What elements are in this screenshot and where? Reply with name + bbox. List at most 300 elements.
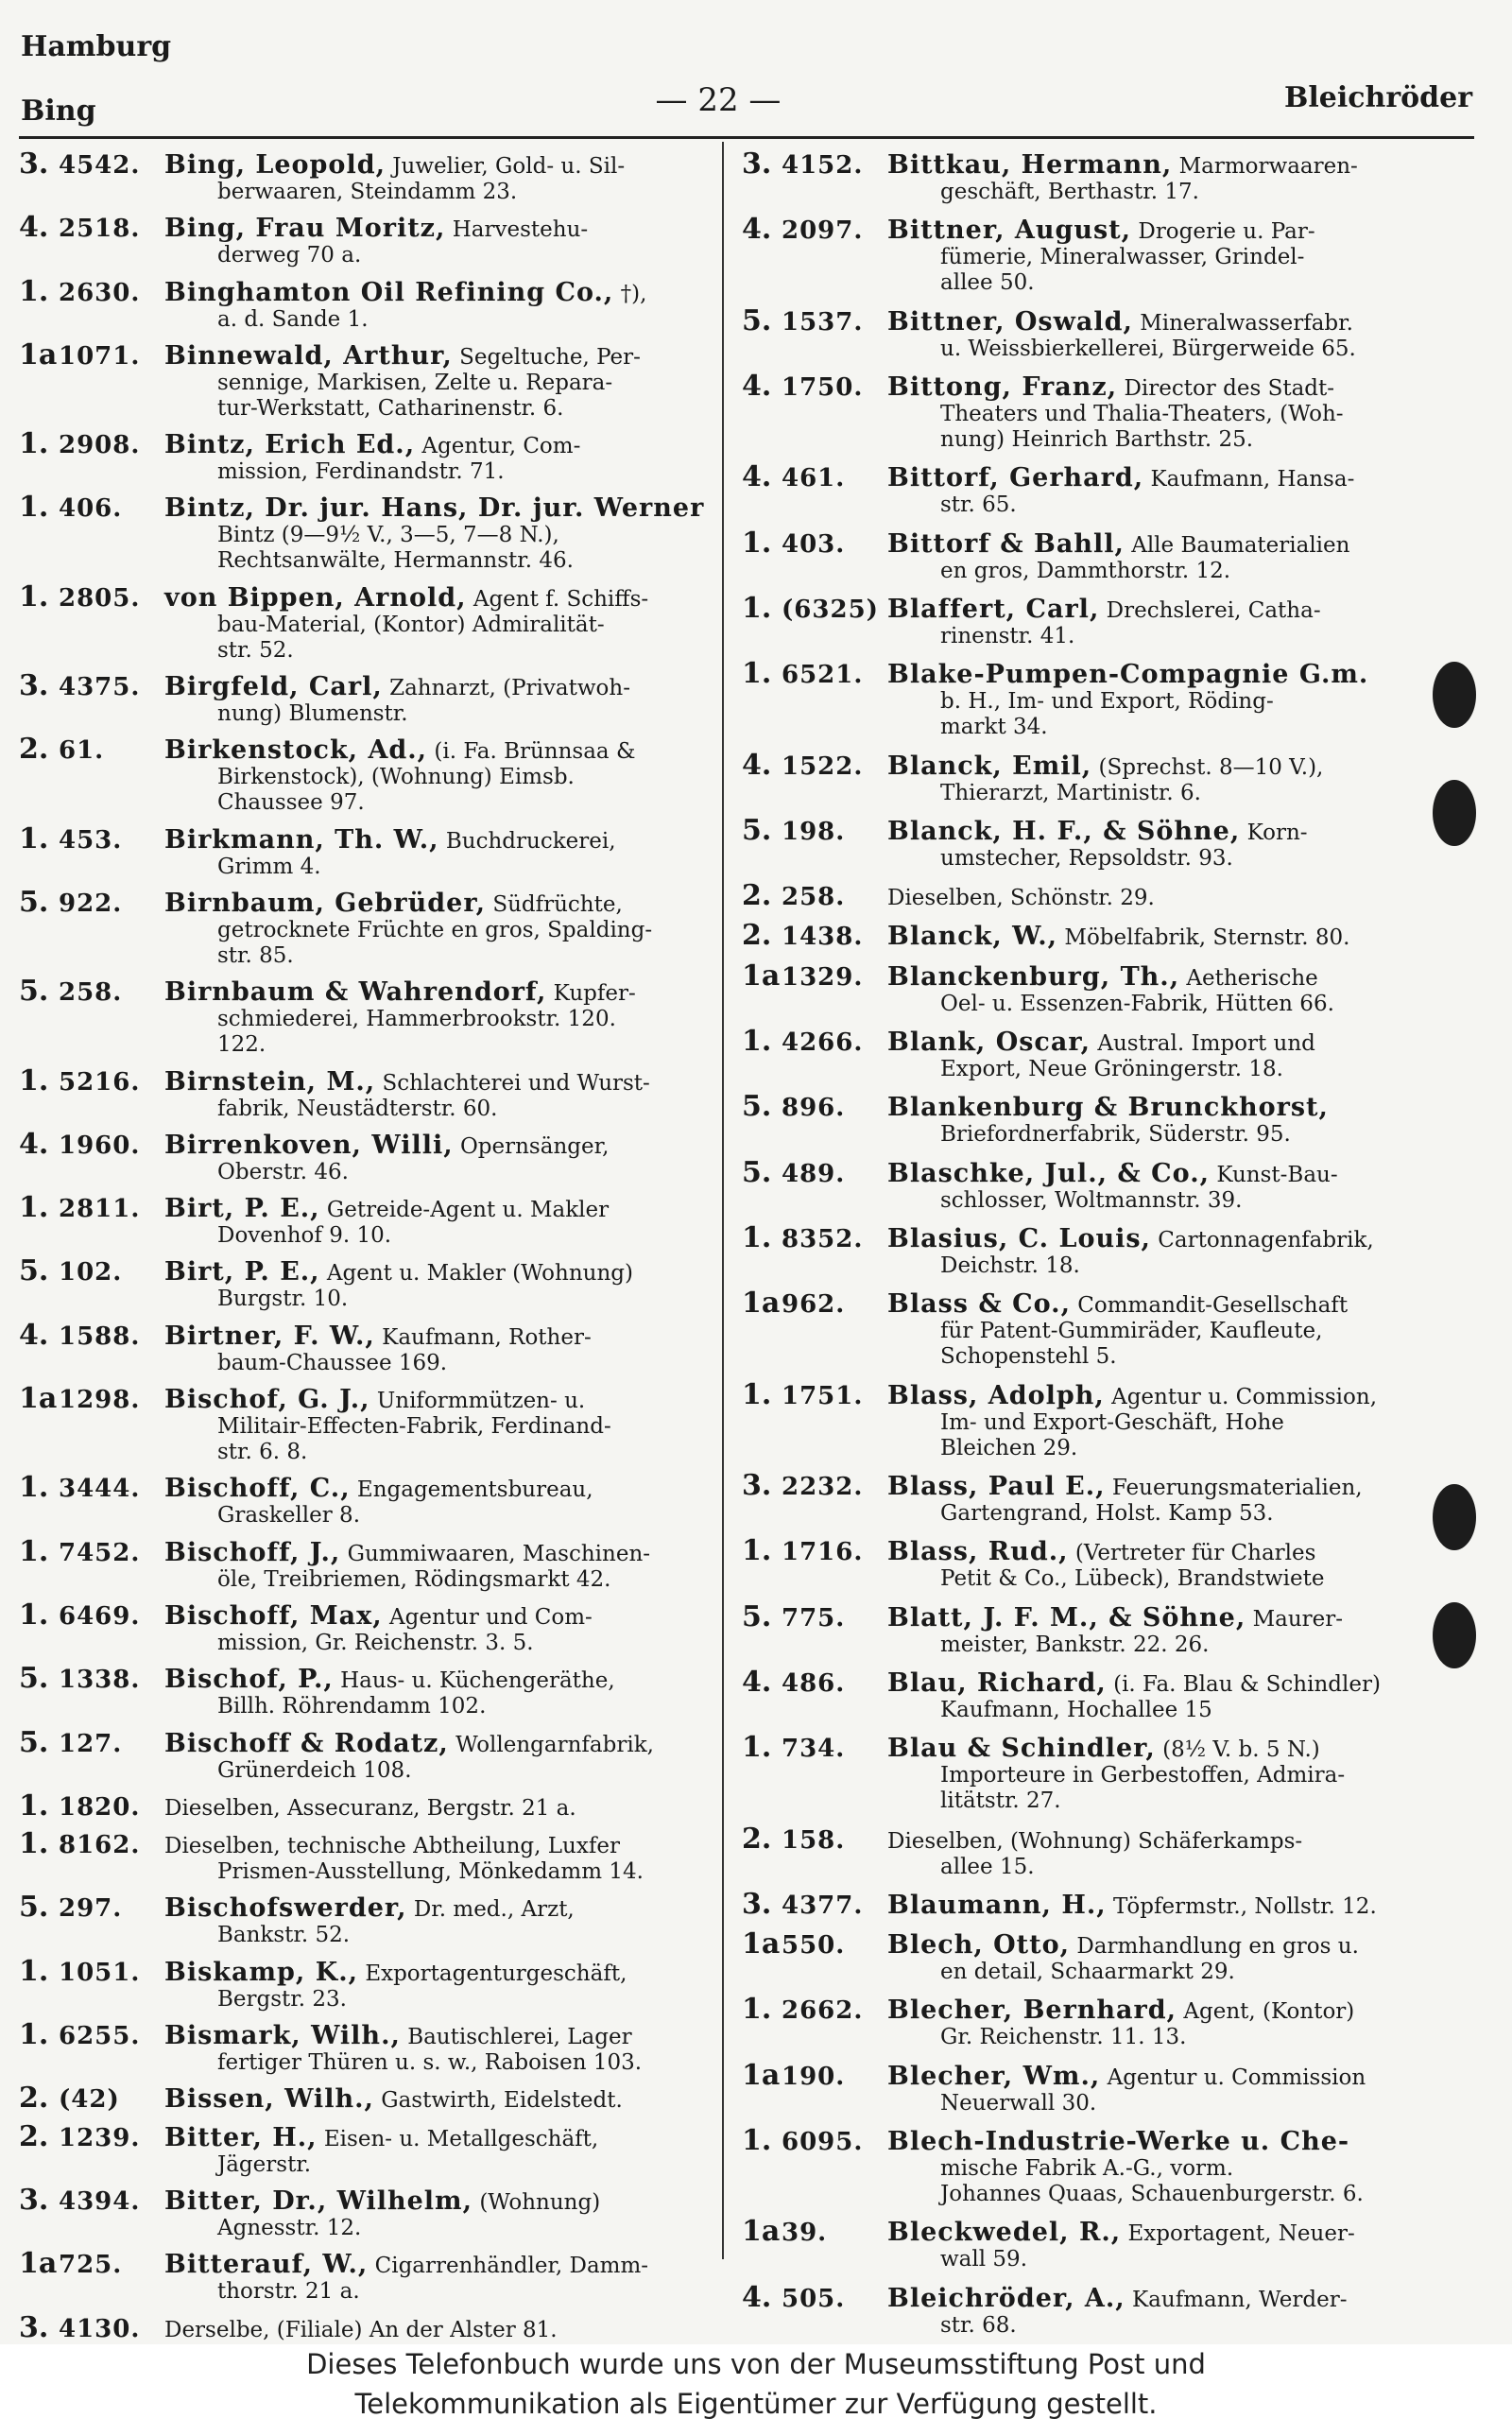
entry-continuation-line: en gros, Dammthorstr. 12. (940, 558, 1231, 583)
subscriber-name: Bismark, Wilh., (164, 2022, 401, 2051)
directory-entry (19, 279, 732, 333)
entry-continuation-line: Schopenstehl 5. (940, 1344, 1117, 1370)
entry-continuation-line: bau-Material, (Kontor) Admiralität- (217, 612, 605, 637)
entry-first-line (19, 1386, 732, 1414)
directory-entry (19, 2187, 732, 2241)
entry-first-line (19, 2124, 732, 2152)
subscriber-name: Bischofswerder, (164, 1894, 407, 1924)
entry-first-line (742, 661, 1460, 689)
subscriber-name: Blankenburg & Brunckhorst, (887, 1094, 1329, 1123)
subscriber-name: Birnbaum, Gebrüder, (164, 889, 486, 918)
subscriber-detail: Harvestehu- (452, 217, 589, 243)
phone-number: 258. (782, 883, 846, 912)
subscriber-name: Bittkau, Hermann, (887, 151, 1173, 180)
entry-continuation-line: Oel- u. Essenzen-Fabrik, Hütten 66. (940, 991, 1334, 1016)
exchange-district: 5. (19, 1729, 49, 1758)
subscriber-name: Blank, Oscar, (887, 1028, 1091, 1058)
phone-number: 1960. (59, 1131, 141, 1160)
entry-first-line (742, 1382, 1460, 1410)
entry-first-line (19, 978, 732, 1007)
directory-entry (742, 1735, 1460, 1814)
entry-continuation-line: öle, Treibriemen, Rödingsmarkt 42. (217, 1566, 611, 1592)
entry-continuation-line: en detail, Schaarmarkt 29. (940, 1960, 1235, 1985)
subscriber-detail: Dieselben, Schönstr. 29. (887, 886, 1155, 911)
directory-entry (19, 2251, 732, 2305)
entry-continuation-line: Chaussee 97. (217, 790, 365, 816)
entry-continuation-line: Petit & Co., Lübeck), Brandstwiete (940, 1566, 1325, 1592)
entry-first-line (19, 2315, 732, 2343)
entry-first-line (19, 1068, 732, 1097)
phone-number: 725. (59, 2251, 123, 2280)
directory-entry (742, 1382, 1460, 1461)
entry-first-line (19, 673, 732, 701)
subscriber-name: Blech-Industrie-Werke u. Che- (887, 2128, 1350, 2157)
entry-first-line (742, 883, 1460, 911)
entry-continuation-line: thorstr. 21 a. (217, 2279, 360, 2305)
entry-continuation-line: mission, Ferdinandstr. 71. (217, 459, 505, 485)
exchange-district: 4. (19, 215, 49, 244)
subscriber-detail: Wollengarnfabrik, (455, 1732, 654, 1757)
entry-continuation-line: Jägerstr. (217, 2151, 312, 2177)
entry-continuation-line: schmiederei, Hammerbrookstr. 120. (217, 1007, 616, 1032)
directory-entry (19, 1666, 732, 1719)
phone-number: 486. (782, 1668, 846, 1698)
directory-entry (742, 883, 1460, 911)
subscriber-name: Bissen, Wilh., (164, 2085, 374, 2115)
phone-number: 1051. (59, 1958, 141, 1987)
subscriber-detail: Bautischlerei, Lager (407, 2025, 632, 2050)
entry-continuation-line: Deichstr. 18. (940, 1253, 1080, 1278)
phone-number: 297. (59, 1894, 123, 1924)
entry-first-line (742, 596, 1460, 624)
entry-first-line (742, 464, 1460, 492)
subscriber-detail: Gastwirth, Eidelstedt. (381, 2088, 623, 2114)
phone-number: 6255. (59, 2022, 141, 2051)
footer-notice (0, 2344, 1512, 2436)
entry-continuation-line: u. Weissbierkellerei, Bürgerweide 65. (940, 336, 1356, 361)
entry-continuation-line: Im- und Export-Geschäft, Hohe (940, 1409, 1284, 1435)
entry-continuation-line: tur-Werkstatt, Catharinenstr. 6. (217, 395, 564, 421)
directory-entry (19, 1322, 732, 1376)
subscriber-name: Blaschke, Jul., & Co., (887, 1159, 1210, 1188)
entry-first-line (742, 818, 1460, 846)
subscriber-name: Bintz, Dr. jur. Hans, Dr. jur. Werner (164, 494, 705, 524)
subscriber-name: Blanck, W., (887, 923, 1058, 952)
subscriber-detail: Töpfermstr., Nollstr. 12. (1112, 1893, 1377, 1919)
subscriber-name: Blake-Pumpen-Compagnie G.m. (887, 661, 1369, 690)
phone-number: 39. (782, 2219, 828, 2248)
entry-continuation-line: rinenstr. 41. (940, 623, 1075, 648)
exchange-district: 1a (742, 1931, 781, 1961)
directory-entry (19, 342, 732, 422)
subscriber-name: von Bippen, Arnold, (164, 583, 467, 613)
phone-number: 6095. (782, 2128, 864, 2157)
entry-first-line (742, 308, 1460, 337)
subscriber-detail: Südfrüchte, (492, 891, 623, 917)
entry-first-line (742, 1538, 1460, 1566)
entry-first-line (19, 1602, 732, 1631)
subscriber-name: Binghamton Oil Refining Co., (164, 278, 614, 307)
subscriber-name: Blecher, Bernhard, (887, 1996, 1177, 2026)
subscriber-name: Birkmann, Th. W., (164, 825, 439, 855)
subscriber-name: Bischof, P., (164, 1666, 334, 1695)
entry-continuation-line: Theaters und Thalia-Theaters, (Woh- (940, 401, 1344, 426)
header-city: Hamburg (21, 30, 172, 63)
exchange-district: 1. (742, 529, 772, 559)
exchange-district: 5. (742, 307, 772, 337)
exchange-district: 1a (742, 2062, 781, 2091)
directory-entry (19, 890, 732, 969)
entry-first-line (19, 1195, 732, 1223)
entry-continuation-line: baum-Chaussee 169. (217, 1350, 448, 1375)
directory-entry (742, 1538, 1460, 1592)
entry-continuation-line: Grünerdeich 108. (217, 1757, 412, 1783)
exchange-district: 1. (19, 1958, 49, 1987)
directory-entry (742, 1290, 1460, 1370)
entry-continuation-line: schlosser, Woltmannstr. 39. (940, 1187, 1243, 1213)
subscriber-detail: Gummiwaaren, Maschinen- (347, 1541, 651, 1566)
phone-number: 734. (782, 1735, 846, 1764)
entry-continuation-line: 122. (217, 1032, 266, 1058)
phone-number: 1750. (782, 372, 864, 402)
entry-continuation-line: Importeure in Gerbestoffen, Admira- (940, 1763, 1346, 1788)
subscriber-detail: Cartonnagenfabrik, (1158, 1228, 1374, 1253)
exchange-district: 5. (19, 1666, 49, 1695)
phone-number: 406. (59, 494, 123, 524)
exchange-district: 4. (742, 752, 772, 781)
subscriber-detail: Agentur u. Commission, (1111, 1384, 1378, 1409)
entry-first-line (19, 1894, 732, 1923)
subscriber-detail: Drogerie u. Par- (1138, 219, 1315, 245)
exchange-district: 1. (19, 1538, 49, 1567)
phone-number: 102. (59, 1258, 123, 1287)
exchange-district: 1. (742, 1028, 772, 1058)
entry-first-line (742, 752, 1460, 781)
entry-first-line (19, 1666, 732, 1694)
phone-number: 489. (782, 1159, 846, 1188)
subscriber-name: Birnstein, M., (164, 1067, 376, 1097)
exchange-district: 1. (19, 1792, 49, 1822)
subscriber-name: Blass & Co., (887, 1290, 1071, 1320)
phone-number: 8352. (782, 1225, 864, 1253)
directory-entry (742, 1669, 1460, 1723)
subscriber-detail: Derselbe, (Filiale) An der Alster 81. (164, 2317, 558, 2342)
footer-line-2: Telekommunikation als Eigentümer zur Verfügung gestellt. (354, 2388, 1158, 2420)
entry-first-line (742, 216, 1460, 245)
subscriber-detail: Darmhandlung en gros u. (1076, 1934, 1359, 1960)
entry-first-line (742, 1290, 1460, 1319)
exchange-district: 1. (19, 583, 49, 613)
directory-entry (19, 1132, 732, 1185)
entry-continuation-line: nung) Blumenstr. (217, 701, 408, 727)
entry-continuation-line: derweg 70 a. (217, 243, 362, 268)
entry-first-line (19, 151, 732, 180)
subscriber-name: Bischoff, J., (164, 1538, 341, 1567)
phone-number: 2908. (59, 431, 141, 460)
directory-entry (19, 673, 732, 727)
exchange-district: 1. (19, 1475, 49, 1504)
subscriber-detail: Möbelfabrik, Sternstr. 80. (1064, 925, 1350, 951)
exchange-district: 5. (19, 1258, 49, 1287)
subscriber-detail: Marmorwaaren- (1178, 154, 1358, 179)
subscriber-detail: Agentur, Com- (421, 434, 581, 459)
exchange-district: 1. (19, 278, 49, 307)
phone-number: 158. (782, 1825, 846, 1855)
directory-entry (19, 151, 732, 205)
exchange-district: 5. (742, 1094, 772, 1123)
entry-continuation-line: Kaufmann, Hochallee 15 (940, 1697, 1212, 1722)
exchange-district: 4. (742, 372, 772, 402)
entry-first-line (19, 1730, 732, 1758)
phone-number: 190. (782, 2062, 846, 2091)
subscriber-detail: Buchdruckerei, (445, 828, 616, 854)
entry-continuation-line: Oberstr. 46. (217, 1159, 349, 1184)
entry-first-line (742, 1931, 1460, 1960)
phone-number: 1820. (59, 1792, 141, 1822)
subscriber-detail: Eisen- u. Metallgeschäft, (323, 2126, 599, 2151)
subscriber-name: Bittner, August, (887, 216, 1132, 246)
phone-number: 6469. (59, 1601, 141, 1631)
exchange-district: 1. (742, 595, 772, 624)
exchange-district: 1a (742, 962, 781, 992)
phone-number: 1522. (782, 752, 864, 781)
phone-number: 2805. (59, 583, 141, 613)
subscriber-detail: Feuerungsmaterialien, (1111, 1475, 1363, 1500)
exchange-district: 3. (742, 151, 772, 180)
subscriber-name: Blau, Richard, (887, 1668, 1107, 1698)
directory-entry (742, 1604, 1460, 1658)
subscriber-name: Blau & Schindler, (887, 1735, 1156, 1764)
entry-first-line (19, 215, 732, 243)
directory-entry (19, 1068, 732, 1122)
entry-first-line (19, 342, 732, 371)
directory-entry (742, 530, 1460, 584)
exchange-district: 2. (19, 2123, 49, 2152)
exchange-district: 1a (19, 2251, 58, 2280)
exchange-district: 5. (19, 1894, 49, 1924)
entry-first-line (19, 1258, 732, 1287)
phone-number: 127. (59, 1729, 123, 1758)
directory-entry (19, 584, 732, 664)
exchange-district: 1. (19, 1067, 49, 1097)
entry-first-line (19, 2187, 732, 2216)
phone-number: 6521. (782, 661, 864, 690)
phone-number: 403. (782, 529, 846, 559)
subscriber-name: Blanck, Emil, (887, 752, 1092, 781)
subscriber-name: Bleichröder, A., (887, 2284, 1125, 2313)
entry-continuation-line: geschäft, Berthastr. 17. (940, 180, 1199, 204)
subscriber-name: Birnbaum & Wahrendorf, (164, 978, 547, 1008)
entry-first-line (19, 736, 732, 765)
subscriber-detail: Engagementsbureau, (356, 1477, 593, 1503)
entry-first-line (742, 1996, 1460, 2025)
subscriber-detail: Exportagenturgeschäft, (365, 1961, 627, 1986)
phone-number: 1071. (59, 341, 141, 371)
directory-entry (19, 1602, 732, 1656)
page-number: — 22 — (655, 81, 782, 119)
entry-first-line (742, 1604, 1460, 1633)
entry-first-line (742, 1735, 1460, 1763)
right-column (742, 151, 1460, 2350)
exchange-district: 3. (742, 1891, 772, 1920)
subscriber-name: Bleckwedel, R., (887, 2219, 1122, 2248)
phone-number: 4130. (59, 2314, 141, 2343)
entry-first-line (19, 2022, 732, 2050)
exchange-district: 3. (742, 1472, 772, 1501)
directory-entry (742, 216, 1460, 296)
exchange-district: 4. (742, 1668, 772, 1698)
exchange-district: 2. (19, 2085, 49, 2115)
exchange-district: 1. (742, 2128, 772, 2157)
subscriber-detail: Aetherische (1186, 965, 1318, 991)
exchange-district: 4. (19, 1322, 49, 1351)
entry-continuation-line: Prismen-Ausstellung, Mönkedamm 14. (217, 1859, 644, 1885)
subscriber-name: Blech, Otto, (887, 1931, 1070, 1961)
binding-hole-mark (1433, 1602, 1476, 1668)
subscriber-name: Bischoff, C., (164, 1475, 351, 1504)
directory-entry (742, 373, 1460, 453)
subscriber-detail: Alle Baumaterialien (1131, 532, 1350, 558)
exchange-district: 1. (19, 494, 49, 524)
phone-number: 4266. (782, 1028, 864, 1058)
exchange-district: 3. (19, 673, 49, 702)
subscriber-detail: Austral. Import und (1097, 1031, 1315, 1057)
subscriber-name: Bischoff & Rodatz, (164, 1729, 449, 1758)
entry-first-line (742, 2063, 1460, 2091)
subscriber-name: Bittorf & Bahll, (887, 529, 1125, 559)
exchange-district: 5. (742, 817, 772, 846)
phone-number: 198. (782, 817, 846, 846)
entry-first-line (19, 1539, 732, 1567)
directory-entry (19, 1831, 732, 1885)
subscriber-detail: (Sprechst. 8—10 V.), (1098, 754, 1324, 780)
subscriber-name: Bing, Leopold, (164, 151, 386, 180)
subscriber-detail: Opernsänger, (459, 1133, 610, 1159)
entry-first-line (19, 1132, 732, 1160)
entry-first-line (19, 890, 732, 918)
subscriber-name: Bing, Frau Moritz, (164, 215, 446, 244)
subscriber-detail: Kupfer- (553, 981, 636, 1007)
entry-first-line (19, 1793, 732, 1822)
subscriber-detail: Director des Stadt- (1124, 375, 1335, 401)
subscriber-name: Blasius, C. Louis, (887, 1225, 1151, 1253)
entry-first-line (742, 151, 1460, 180)
subscriber-detail: Schlachterei und Wurst- (382, 1070, 650, 1096)
subscriber-detail: Dieselben, technische Abtheilung, Luxfer (164, 1834, 620, 1859)
entry-continuation-line: markt 34. (940, 715, 1048, 740)
entry-continuation-line: str. 85. (217, 942, 294, 968)
exchange-district: 1a (742, 2219, 781, 2248)
entry-first-line (19, 826, 732, 855)
directory-entry (19, 2022, 732, 2076)
entry-continuation-line: Johannes Quaas, Schauenburgerstr. 6. (940, 2182, 1364, 2207)
directory-entry (742, 1473, 1460, 1527)
exchange-district: 1. (19, 431, 49, 460)
directory-entry (742, 464, 1460, 518)
directory-entry (742, 2285, 1460, 2339)
phone-number: 1588. (59, 1322, 141, 1351)
directory-entry (742, 1826, 1460, 1880)
phone-number: 775. (782, 1603, 846, 1633)
directory-entry (19, 431, 732, 485)
entry-first-line (742, 923, 1460, 951)
subscriber-detail: Kaufmann, Werder- (1132, 2287, 1348, 2312)
subscriber-detail: Agent f. Schiffs- (472, 586, 649, 612)
phone-number: 2811. (59, 1195, 141, 1224)
entry-continuation-line: sennige, Markisen, Zelte u. Repara- (217, 370, 613, 395)
subscriber-name: Blass, Adolph, (887, 1381, 1105, 1410)
entry-continuation-line: Birkenstock), (Wohnung) Eimsb. (217, 765, 575, 790)
subscriber-detail: Dr. med., Arzt, (413, 1897, 575, 1923)
subscriber-detail: Maurer- (1252, 1606, 1344, 1632)
entry-continuation-line: allee 50. (940, 270, 1035, 296)
entry-continuation-line: Neuerwall 30. (940, 2090, 1097, 2116)
exchange-district: 1. (19, 825, 49, 855)
phone-number: 4542. (59, 151, 141, 180)
subscriber-detail: Agentur u. Commission (1107, 2065, 1366, 2090)
entry-first-line (742, 1094, 1460, 1122)
entry-first-line (19, 2085, 732, 2114)
entry-first-line (19, 584, 732, 613)
subscriber-detail: Drechslerei, Catha- (1106, 597, 1321, 623)
entry-continuation-line: Bankstr. 52. (217, 1923, 351, 1948)
phone-number: 505. (782, 2284, 846, 2313)
subscriber-detail: †), (620, 281, 647, 306)
directory-entry (742, 2128, 1460, 2207)
phone-number: 3444. (59, 1475, 141, 1504)
subscriber-detail: Korn- (1246, 820, 1308, 845)
subscriber-name: Biskamp, K., (164, 1958, 358, 1987)
phone-number: 1537. (782, 307, 864, 337)
phone-number: 4377. (782, 1891, 864, 1920)
subscriber-detail: Kunst-Bau- (1216, 1162, 1338, 1187)
binding-hole-mark (1433, 1484, 1476, 1550)
entry-continuation-line: Agnesstr. 12. (217, 2215, 362, 2240)
exchange-district: 1. (742, 661, 772, 690)
phone-number: 1239. (59, 2123, 141, 2152)
phone-number: 2518. (59, 215, 141, 244)
entry-first-line (19, 431, 732, 459)
entry-first-line (19, 2251, 732, 2279)
phone-number: 61. (59, 736, 105, 766)
subscriber-name: Birgfeld, Carl, (164, 673, 383, 702)
phone-number: (6325) (782, 595, 879, 624)
subscriber-detail: Zahnarzt, (Privatwoh- (389, 676, 630, 701)
subscriber-name: Blatt, J. F. M., & Söhne, (887, 1603, 1246, 1633)
header-left-keyword: Bing (21, 95, 96, 128)
exchange-district: 1. (742, 1538, 772, 1567)
exchange-district: 1. (19, 1831, 49, 1860)
phone-number: 2097. (782, 216, 864, 246)
exchange-district: 5. (742, 1159, 772, 1188)
entry-continuation-line: Bleichen 29. (940, 1435, 1078, 1460)
footer-line-1: Dieses Telefonbuch wurde uns von der Museumsstiftung Post und (306, 2348, 1206, 2380)
entry-continuation-line: Graskeller 8. (217, 1503, 361, 1529)
directory-entry (742, 1996, 1460, 2050)
entry-first-line (742, 1892, 1460, 1920)
directory-entry (742, 2063, 1460, 2116)
exchange-district: 1. (742, 1996, 772, 2026)
subscriber-name: Blecher, Wm., (887, 2062, 1101, 2091)
phone-number: 1338. (59, 1666, 141, 1695)
directory-entry (742, 923, 1460, 951)
subscriber-detail: Exportagent, Neuer- (1127, 2221, 1355, 2247)
entry-first-line (742, 1826, 1460, 1855)
phone-number: 922. (59, 889, 123, 918)
exchange-district: 1. (742, 1381, 772, 1410)
phone-number: 1329. (782, 962, 864, 992)
exchange-district: 1. (19, 2022, 49, 2051)
